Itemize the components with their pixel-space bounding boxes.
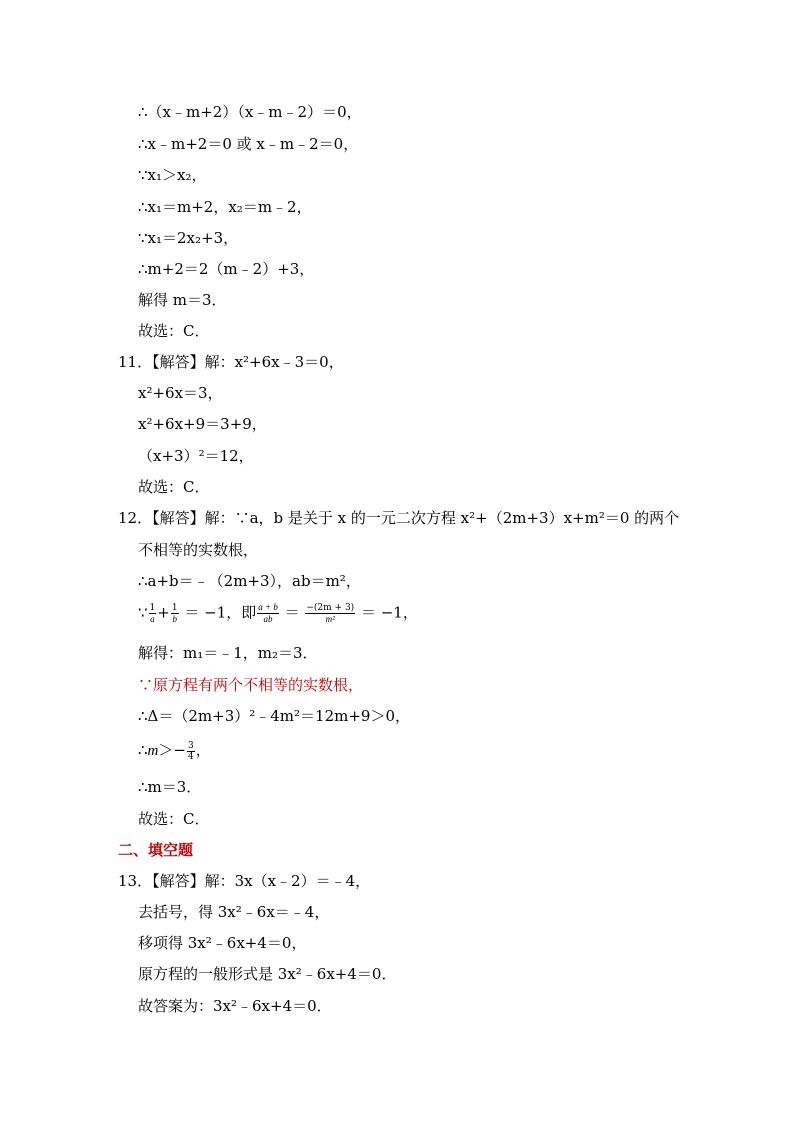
inequality-line — [138, 740, 211, 762]
solution-line: x²+6x＝3， — [138, 384, 223, 402]
because-symbol: ∵ — [138, 603, 148, 622]
solution-line: 故选：C． — [138, 810, 210, 828]
solution-line: ∵x₁＞x₂， — [138, 166, 207, 184]
solution-line: ∵x₁＝2x₂+3， — [138, 229, 239, 247]
therefore-m-greater: ∴m＞− — [138, 741, 186, 759]
solution-line: 去括号，得 3x²﹣6x＝﹣4， — [138, 903, 330, 921]
solution-line: ∴（x﹣m+2）（x﹣m﹣2）＝0， — [138, 103, 362, 121]
solution-line: x²+6x+9＝3+9， — [138, 415, 267, 433]
solution-line: ∴m+2＝2（m﹣2）+3， — [138, 260, 315, 278]
fraction-vieta: $\frac{-(2m + 3)}{\text{m²}}$ — [306, 602, 355, 624]
fraction-3-over-4: $\frac{3}{4}$ — [187, 740, 194, 762]
fraction-sum-over-product: $\frac{a + b}{ab}$ — [258, 602, 278, 624]
question-11-header: 11．【解答】解：x²+6x﹣3＝0， — [118, 353, 344, 371]
solution-line: ∴a+b＝﹣（2m+3），ab＝m²， — [138, 572, 361, 590]
solution-line: 解得：m₁＝﹣1，m₂＝3． — [138, 644, 318, 662]
question-12-header: 12．【解答】解：∵a，b 是关于 x 的一元二次方程 x²+（2m+3）x+m²＝0 的两个 — [118, 509, 680, 527]
solution-line: ∴x₁＝m+2，x₂＝m﹣2， — [138, 198, 312, 216]
section-heading-fill-in: 二、填空题 — [118, 841, 194, 859]
equals-sign: ＝ — [279, 603, 305, 622]
solution-line: 故选：C． — [138, 478, 210, 496]
plus-sign: + — [157, 603, 170, 622]
solution-line: 故答案为：3x²﹣6x+4＝0． — [138, 997, 332, 1015]
solution-line: 故选：C． — [138, 322, 210, 340]
equals-minus-one: ＝ −1， — [356, 603, 418, 622]
solution-line: 解得 m＝3． — [138, 291, 227, 309]
equals-minus-one: ＝ −1，即 — [179, 603, 257, 622]
fraction-equation-line — [138, 602, 418, 625]
fraction-1-over-a: $\frac{1}{a}$ — [149, 602, 156, 624]
solution-line: （x+3）²＝12， — [138, 447, 254, 465]
solution-line: ∴x﹣m+2＝0 或 x﹣m﹣2＝0， — [138, 135, 359, 153]
solution-line-highlighted: ∵原方程有两个不相等的实数根， — [138, 676, 364, 694]
question-13-header: 13．【解答】解：3x（x﹣2）＝﹣4， — [118, 872, 371, 890]
comma: ， — [195, 741, 211, 759]
solution-line: 移项得 3x²﹣6x+4＝0， — [138, 934, 307, 952]
solution-line: ∴m＝3． — [138, 778, 202, 796]
solution-line: ∴Δ＝（2m+3）²﹣4m²＝12m+9＞0， — [138, 707, 411, 725]
solution-line: 不相等的实数根， — [138, 541, 259, 559]
fraction-1-over-b: $\frac{1}{b}$ — [171, 602, 178, 624]
solution-line: 原方程的一般形式是 3x²﹣6x+4＝0． — [138, 965, 397, 983]
